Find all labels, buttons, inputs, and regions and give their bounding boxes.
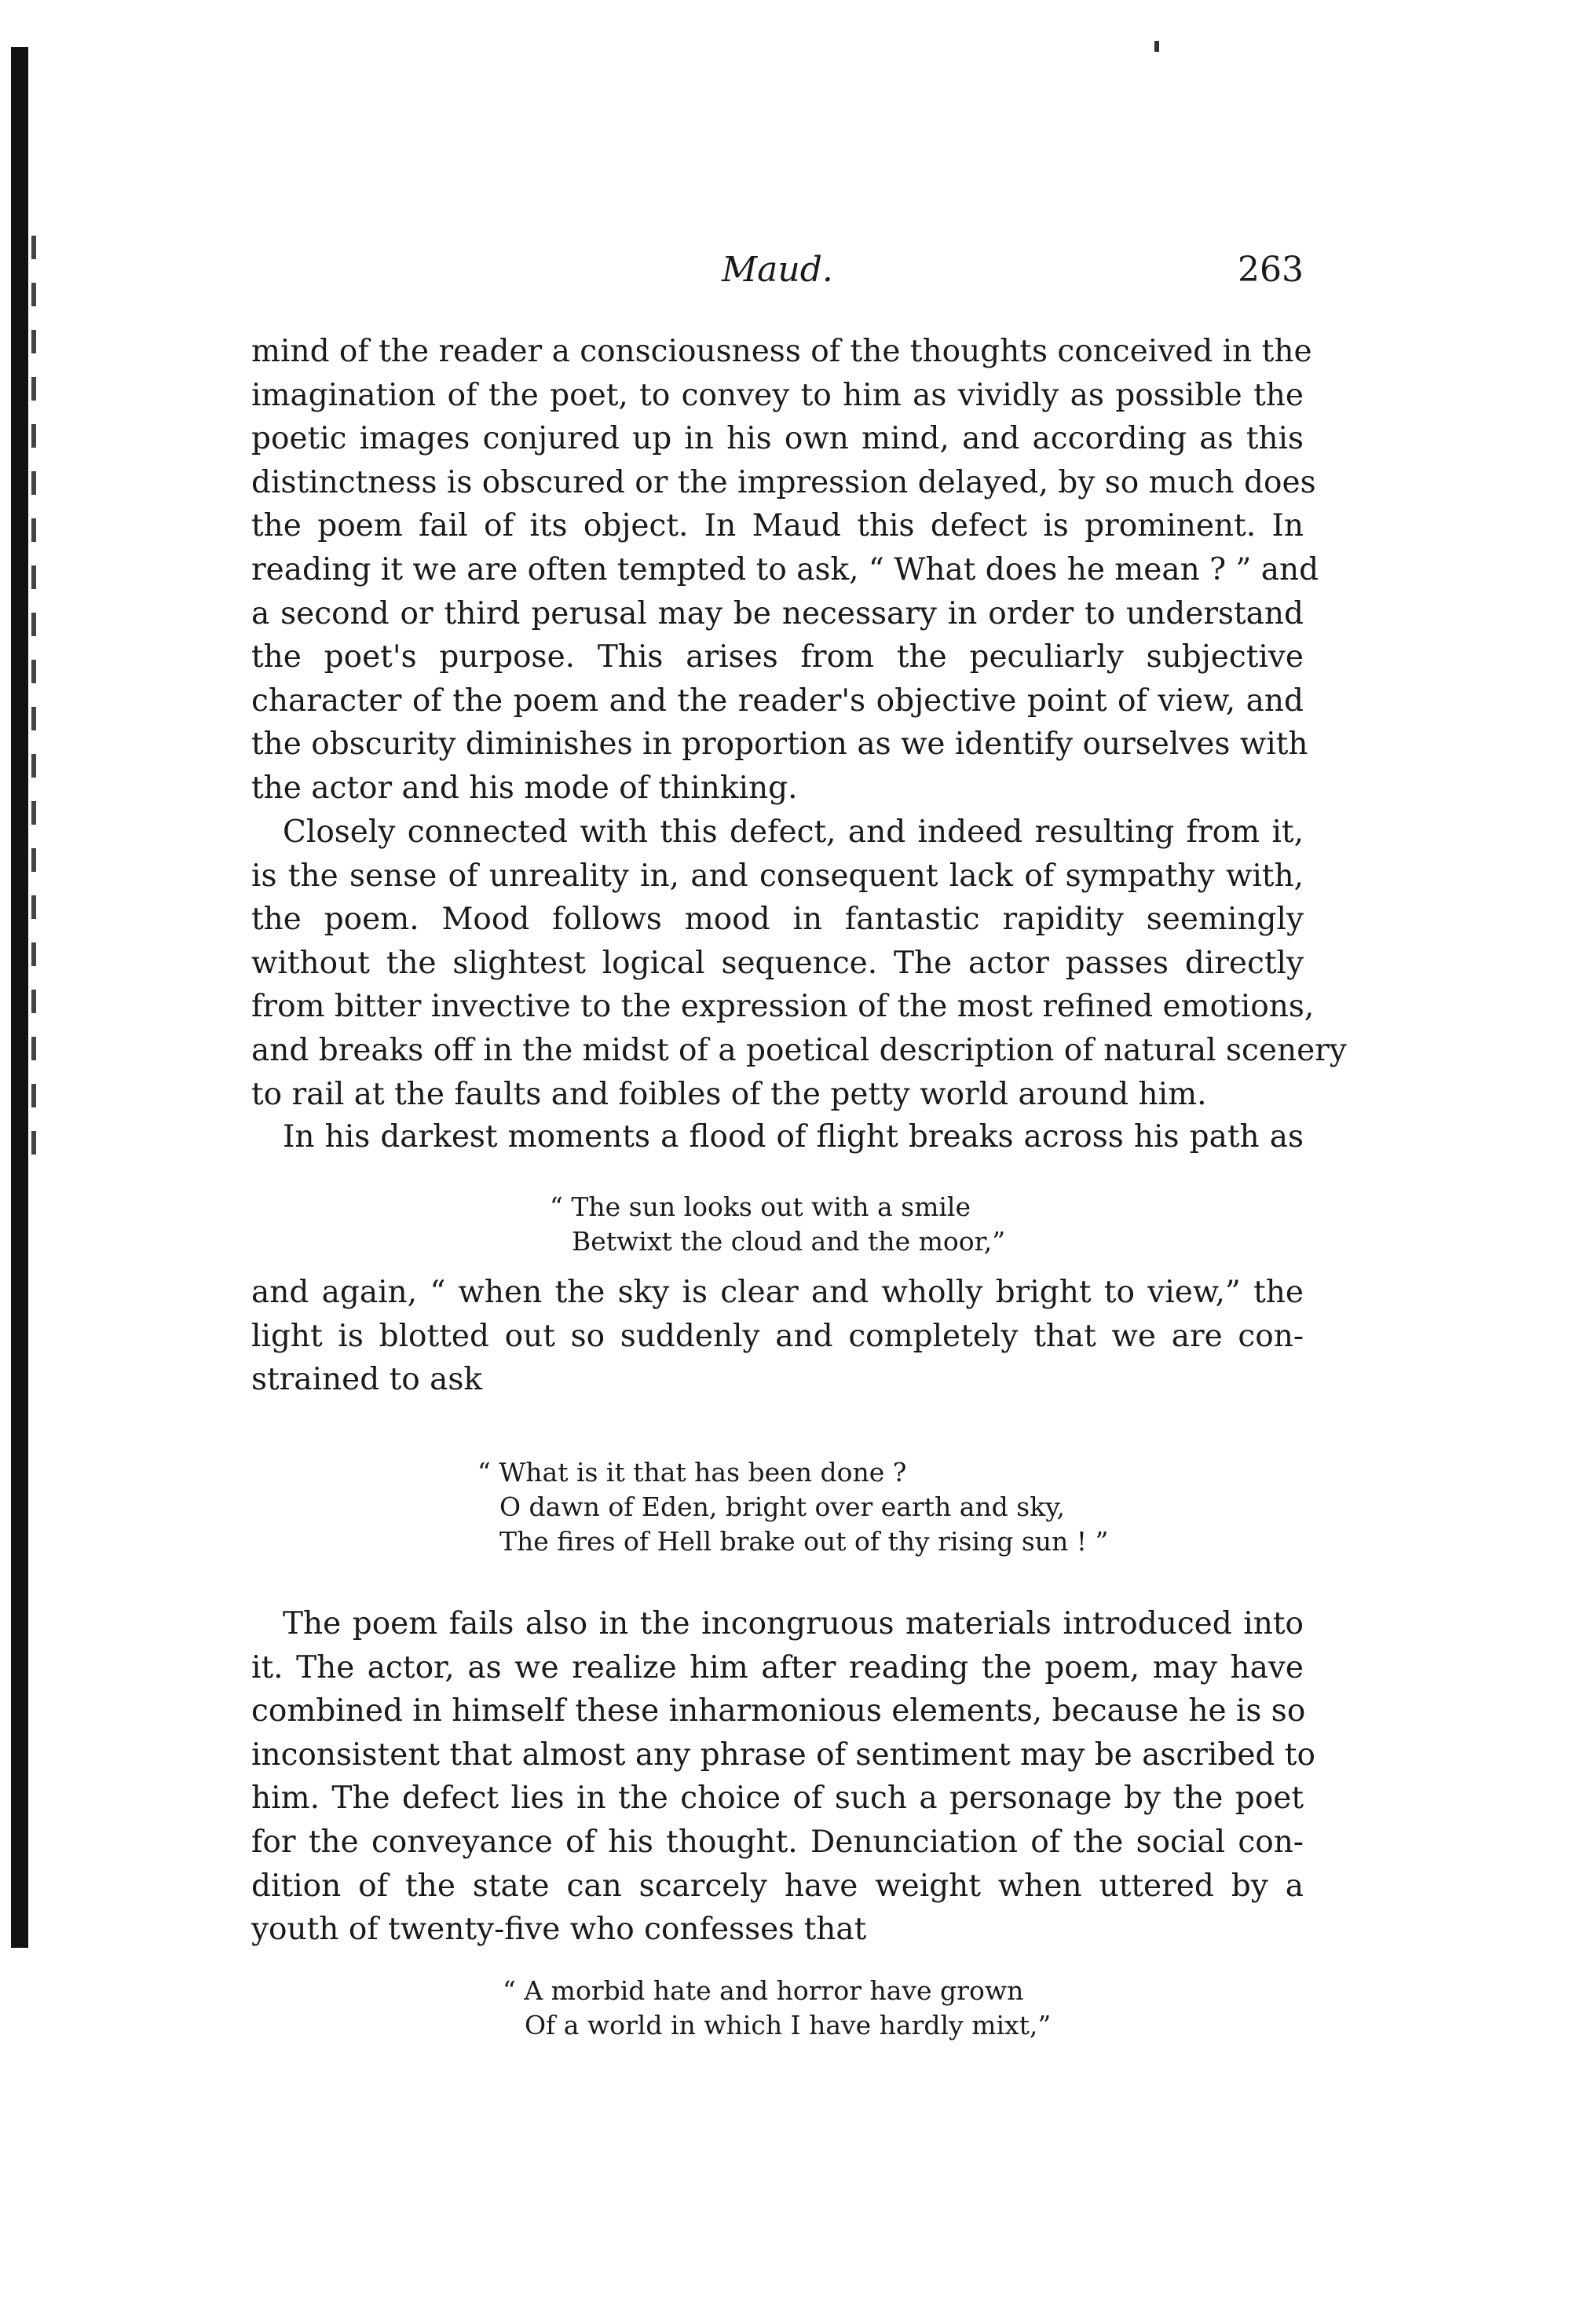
paragraph-4 — [251, 1271, 1304, 1402]
text-line: him. The defect lies in the choice of such a personage by the poet — [251, 1781, 1304, 1817]
text-line: from bitter invective to the expression of the most refined emotions, — [251, 989, 1315, 1025]
text-line: the poet's purpose. This arises from the peculiarly subjective — [251, 639, 1304, 675]
verse-line: “ What is it that has been done ? — [477, 1457, 907, 1488]
text-line: In his darkest moments a flood of flight breaks across his path as — [283, 1119, 1304, 1155]
text-line: it. The actor, as we realize him after reading the poem, may have — [251, 1649, 1304, 1685]
verse-quote-2 — [477, 1455, 1108, 1559]
text-line: the actor and his mode of thinking. — [251, 770, 798, 806]
text-line: light is blotted out so suddenly and completely that we are con- — [251, 1318, 1304, 1354]
verse-line: The fires of Hell brake out of thy rising sun ! ” — [499, 1526, 1109, 1557]
text-line: inconsistent that almost any phrase of sentiment may be ascribed to — [251, 1737, 1315, 1773]
page-number: 263 — [1238, 250, 1304, 290]
running-title: Maud. — [722, 250, 833, 290]
text-line: the poem. Mood follows mood in fantastic rapidity seemingly — [251, 902, 1304, 938]
binding-edge — [11, 47, 28, 1948]
text-line: a second or third perusal may be necessary in order to understand — [251, 595, 1304, 631]
text-line: character of the poem and the reader's objective point of view, and — [251, 683, 1304, 719]
verse-line: Of a world in which I have hardly mixt,” — [525, 2010, 1052, 2040]
text-line: dition of the state can scarcely have weight when uttered by a — [251, 1868, 1304, 1904]
verse-quote-3 — [503, 1974, 1051, 2043]
paragraph-5 — [251, 1602, 1315, 1952]
text-line: Closely connected with this defect, and indeed resulting from it, — [283, 814, 1304, 850]
verse-quote-1 — [550, 1190, 1005, 1259]
page-header — [251, 250, 1304, 297]
ink-speck — [1154, 41, 1159, 52]
text-line: reading it we are often tempted to ask, “ What does he mean ? ” and — [251, 551, 1319, 587]
text-line: imagination of the poet, to convey to him as vividly as possible the — [251, 377, 1304, 413]
binding-edge-marks — [31, 236, 36, 1178]
text-line: The poem fails also in the incongruous materials introduced into — [283, 1606, 1304, 1641]
text-line: the poem fail of its object. In Maud this defect is prominent. In — [251, 508, 1304, 544]
text-line: without the slightest logical sequence. The actor passes directly — [251, 945, 1304, 981]
verse-line: O dawn of Eden, bright over earth and sky, — [499, 1491, 1065, 1522]
verse-line: “ A morbid hate and horror have grown — [503, 1975, 1024, 2006]
text-line: for the conveyance of his thought. Denunciation of the social con- — [251, 1824, 1304, 1860]
verse-line: “ The sun looks out with a smile — [550, 1191, 971, 1222]
text-line: is the sense of unreality in, and consequent lack of sympathy with, — [251, 858, 1304, 894]
text-line: and again, “ when the sky is clear and wholly bright to view,” the — [251, 1275, 1304, 1310]
text-line: the obscurity diminishes in proportion as we identify ourselves with — [251, 726, 1308, 763]
paragraph-1 — [251, 330, 1319, 811]
text-line: youth of twenty-five who confesses that — [251, 1912, 867, 1948]
text-line: and breaks off in the midst of a poetical description of natural scenery — [251, 1032, 1347, 1068]
text-line: distinctness is obscured or the impression delayed, by so much does — [251, 464, 1316, 500]
text-line: poetic images conjured up in his own mind, and according as this — [251, 421, 1304, 457]
verse-line: Betwixt the cloud and the moor,” — [572, 1226, 1006, 1257]
text-line: to rail at the faults and foibles of the petty world around him. — [251, 1076, 1207, 1112]
text-line: combined in himself these inharmonious elements, because he is so — [251, 1693, 1306, 1729]
text-line: mind of the reader a consciousness of the thoughts conceived in the — [251, 334, 1312, 369]
paragraph-2 — [251, 811, 1347, 1116]
text-line: strained to ask — [251, 1362, 483, 1398]
paragraph-3 — [251, 1115, 1304, 1159]
